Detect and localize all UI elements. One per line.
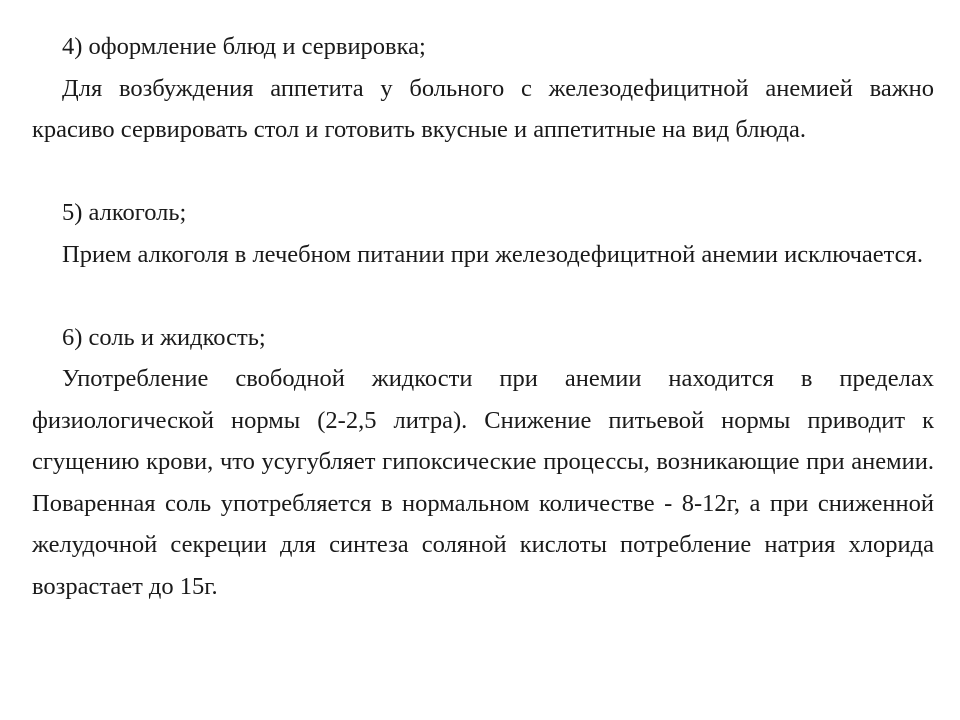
section-paragraph: Для возбуждения аппетита у больного с железодефицитной анемией важно красиво сервировать стол и готовить вкусные и аппетитные на вид блюда. <box>32 74 934 143</box>
section-heading: 4) оформление блюд и сервировка; <box>62 33 426 60</box>
section-serving <box>32 26 934 151</box>
section-paragraph: Употребление свободной жидкости при анемии находится в пределах физиологической нормы (2-2,5 литра). Снижение питьевой нормы приводит к сгущению крови, что усугубляет гипоксические процессы, возникающие при анемии. Поваренная соль употребляется в нормальном количестве - 8-12г, а при сниженной желудочной секреции для синтеза соляной кислоты потребление натрия хлорида возрастает до 15г. <box>32 365 934 600</box>
section-salt-and-fluid <box>32 317 934 608</box>
section-heading: 5) алкоголь; <box>62 199 187 226</box>
section-paragraph: Прием алкоголя в лечебном питании при железодефицитной анемии исключается. <box>62 240 923 268</box>
section-heading: 6) соль и жидкость; <box>62 323 266 351</box>
section-alcohol <box>32 192 934 275</box>
